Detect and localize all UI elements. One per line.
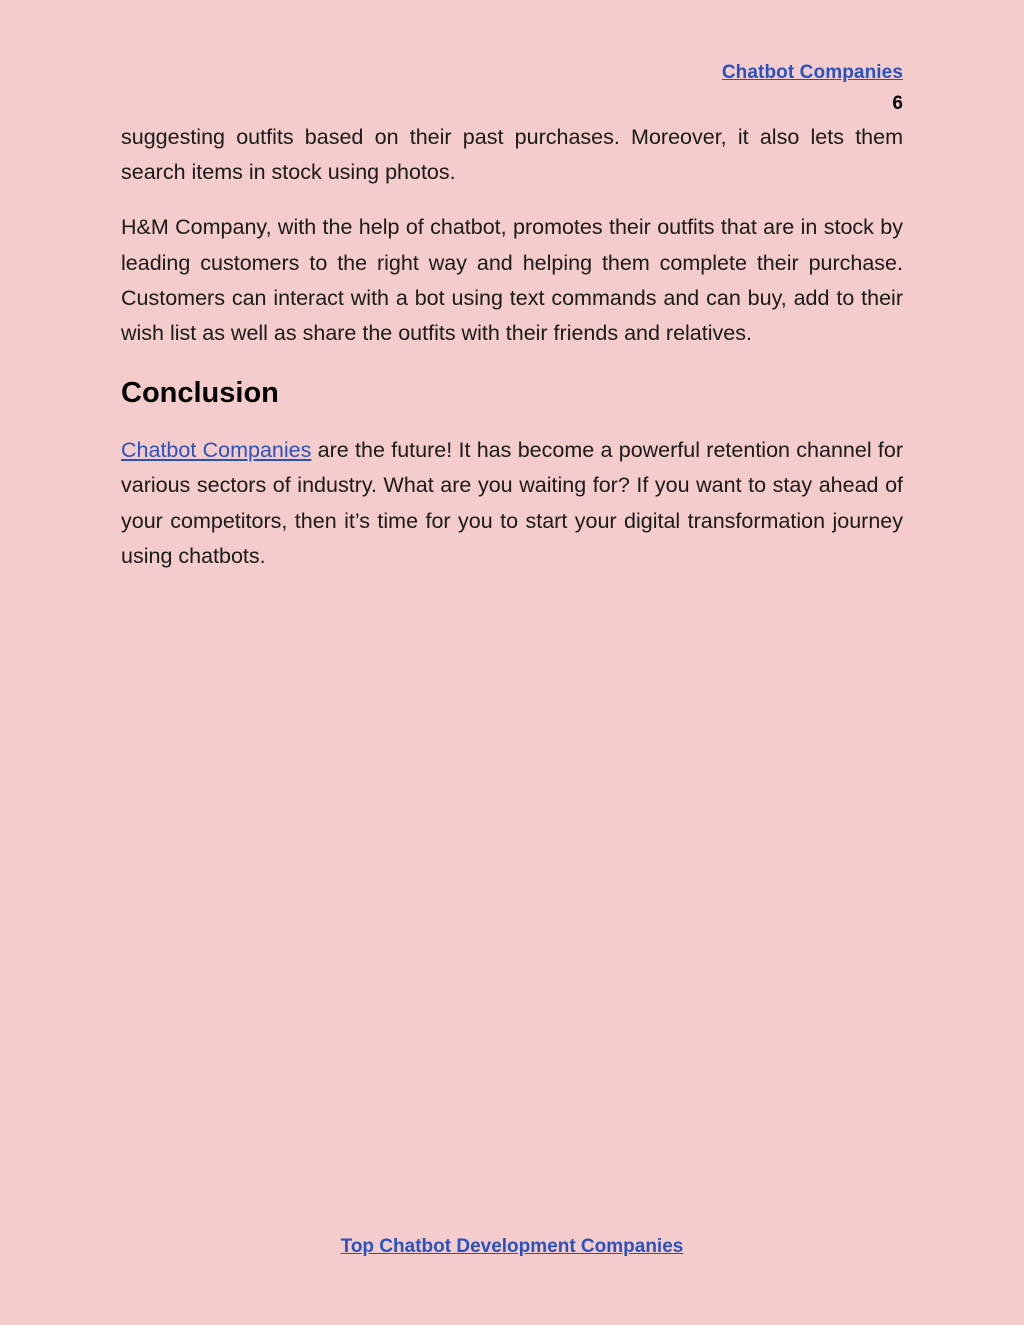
paragraph-conclusion <box>121 433 903 574</box>
footer-top-chatbot-link[interactable]: Top Chatbot Development Companies <box>340 1236 684 1257</box>
footer <box>0 1236 1024 1258</box>
paragraph-hm-company: H&M Company, with the help of chatbot, promotes their outfits that are in stock by leading customers to the right way and helping them complete their purchase. Customers can interact with a bot using text commands and can buy, add to their wish list as well as share the outfits with their friends and relatives. <box>121 215 903 346</box>
page-number: 6 <box>892 93 903 114</box>
conclusion-text: are the future! It has become a powerful retention channel for various sectors of industry. What are you waiting for? If you want to stay ahead of your competitors, then it’s time for you to start your digital transformation journey using chatbots. <box>121 438 903 568</box>
document-body <box>121 120 903 594</box>
inline-chatbot-companies-link[interactable]: Chatbot Companies <box>121 438 312 463</box>
header-chatbot-companies-link[interactable]: Chatbot Companies <box>721 62 903 83</box>
section-heading-conclusion: Conclusion <box>121 377 279 410</box>
paragraph-outfits: suggesting outfits based on their past purchases. Moreover, it also lets them search items in stock using photos. <box>121 125 903 185</box>
